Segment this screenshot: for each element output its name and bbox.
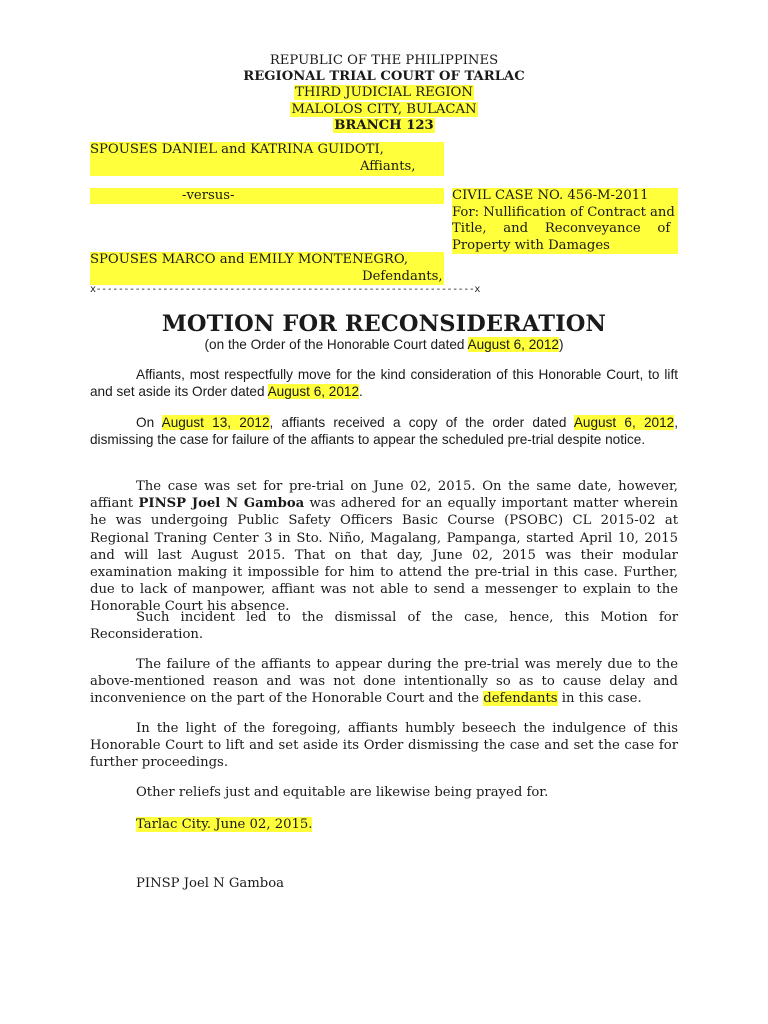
caption-separator: x--------------------------------------------------------------------x xyxy=(90,284,480,295)
p2-text-c: , dismissing the case for failure of the affiants to appear the scheduled pre-trial despite notice. xyxy=(90,415,678,448)
case-number: CIVIL CASE NO. 456-M-2011 xyxy=(452,188,649,203)
paragraph-3 xyxy=(90,478,678,616)
p2-date-received: August 13, 2012 xyxy=(161,415,270,430)
p1-end: . xyxy=(359,384,363,400)
plaintiffs-name: SPOUSES DANIEL and KATRINA GUIDOTI, xyxy=(90,142,384,157)
republic-line xyxy=(90,53,678,69)
p5-text-b: in this case. xyxy=(557,691,642,707)
branch-text: BRANCH 123 xyxy=(334,117,434,133)
p3-text-b: was adhered for an equally important matter wherein he was undergoing Public Safety Officers Basic Course (PSOBC) CL 2015-02 at Regional Traning Center 3 in Sto. Niño, Magalang, Pampanga, started April 10, 2015 and will last August 2015. That on that day, June 02, 2015 was their modular examination making it impossible for him to attend the pre-trial in this case. Further, due to lack of manpower, affiant was not able to send a messenger to explain to the Honorable Court his absence. xyxy=(90,496,679,615)
paragraph-5 xyxy=(90,656,678,708)
document-title: MOTION FOR RECONSIDERATION xyxy=(161,311,607,337)
p2-text-b: , affiants received a copy of the order dated xyxy=(269,415,574,430)
case-for-line-1: For: Nullification of Contract and xyxy=(452,204,675,220)
defendants-block xyxy=(90,252,444,285)
case-for-line-3: Property with Damages xyxy=(452,237,610,253)
subtitle-date: August 6, 2012 xyxy=(467,337,559,352)
paragraph-6: In the light of the foregoing, affiants humbly beseech the indulgence of this Honorable Court to lift and set aside its Order dismissing the case and set the case for further proceedings. xyxy=(90,721,678,771)
p5-defendants: defendants xyxy=(483,691,558,707)
p2-text-a: On xyxy=(136,415,162,430)
subtitle-suffix: ) xyxy=(558,337,564,352)
place-date: Tarlac City. June 02, 2015. xyxy=(136,817,313,832)
defendants-role: Defendants, xyxy=(362,268,443,284)
p5-text-a: The failure of the affiants to appear during the pre-trial was merely due to the above-mentioned reason and was not done intentionally so as to cause delay and inconvenience on the part of the Honorable Court and the xyxy=(90,657,678,707)
plaintiffs-block xyxy=(90,142,444,176)
versus-text: -versus- xyxy=(182,188,235,203)
republic-text: REPUBLIC OF THE PHILIPPINES xyxy=(269,53,499,68)
case-details-block xyxy=(452,188,678,254)
subtitle-prefix: (on the Order of the Honorable Court dated xyxy=(204,337,468,352)
p3-affiant-name: PINSP Joel N Gamboa xyxy=(138,496,305,512)
case-for-line-2: Title, and Reconveyance of xyxy=(452,221,671,236)
court-header xyxy=(90,53,678,134)
p2-date-order: August 6, 2012 xyxy=(573,415,675,430)
paragraph-1 xyxy=(90,366,678,400)
place-date-line xyxy=(136,816,312,833)
p1-text: Affiants, most respectfully move for the kind consideration of this Honorable Court, to lift and set aside its Order dated xyxy=(90,367,678,400)
city-line xyxy=(90,102,678,118)
paragraph-2 xyxy=(90,414,678,448)
region-text: THIRD JUDICIAL REGION xyxy=(295,85,473,101)
city-text: MALOLOS CITY, BULACAN xyxy=(291,101,477,117)
region-line xyxy=(90,85,678,101)
paragraph-4: Such incident led to the dismissal of the case, hence, this Motion for Reconsideration. xyxy=(90,610,678,643)
versus-block xyxy=(90,188,444,204)
court-name-line xyxy=(90,69,678,85)
p3-text-a: The case was set for pre-trial on June 02, 2015. On the same date, however, affiant xyxy=(90,479,678,512)
paragraph-7: Other reliefs just and equitable are likewise being prayed for. xyxy=(136,785,549,800)
document-subtitle xyxy=(90,336,678,353)
defendants-name: SPOUSES MARCO and EMILY MONTENEGRO, xyxy=(90,252,409,267)
branch-line xyxy=(90,118,678,134)
court-name-text: REGIONAL TRIAL COURT OF TARLAC xyxy=(243,69,525,85)
plaintiffs-role: Affiants, xyxy=(360,158,416,174)
signatory: PINSP Joel N Gamboa xyxy=(136,876,285,891)
p1-date: August 6, 2012 xyxy=(267,384,360,400)
